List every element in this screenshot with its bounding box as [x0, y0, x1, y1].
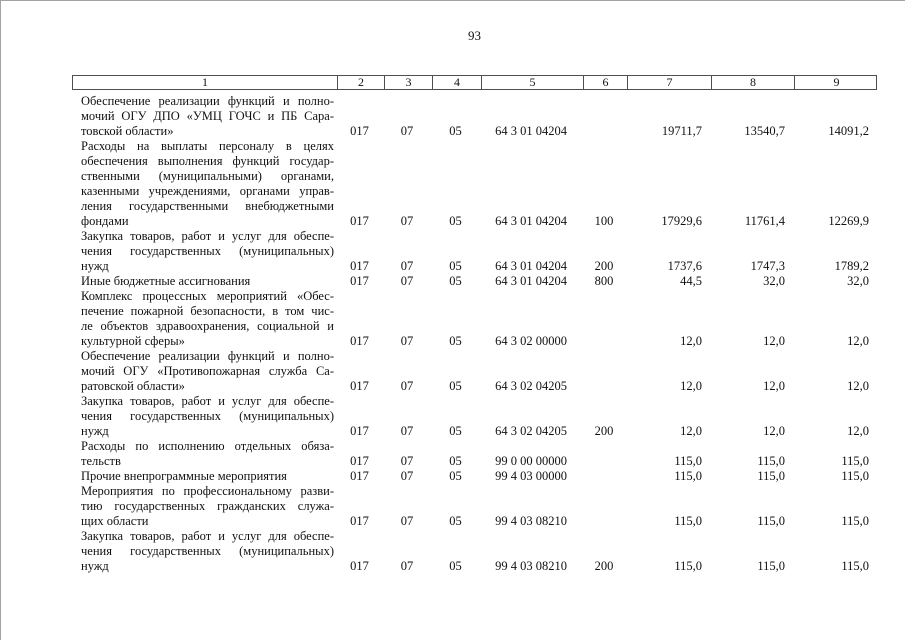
row-label-line: ратовской области» — [81, 379, 185, 393]
row-cell-4: 05 — [449, 424, 462, 438]
row-cell-8: 115,0 — [757, 514, 785, 528]
table-row — [72, 484, 877, 529]
row-cell-4: 05 — [449, 124, 462, 138]
row-label-line: ственными (муниципальными) органами, — [81, 169, 334, 183]
table-row — [72, 229, 877, 274]
row-cell-8: 1747,3 — [750, 259, 785, 273]
header-cell-9: 9 — [794, 76, 878, 89]
row-label-line: тию государственных гражданских служа- — [81, 499, 334, 513]
row-label-line: товской области» — [81, 124, 174, 138]
row-label-line: чения государственных (муниципальных) — [81, 544, 334, 558]
header-cell-3: 3 — [384, 76, 432, 89]
row-label — [72, 439, 336, 469]
row-cell-9: 115,0 — [841, 514, 869, 528]
row-cell-5: 64 3 02 04205 — [495, 424, 567, 438]
row-cell-5: 99 4 03 08210 — [495, 514, 567, 528]
row-label — [72, 484, 336, 529]
row-cell-2: 017 — [350, 379, 369, 393]
row-cell-9: 1789,2 — [834, 259, 869, 273]
row-label-line: нужд — [81, 424, 109, 438]
row-cell-7: 115,0 — [674, 454, 702, 468]
page-number: 93 — [468, 28, 481, 43]
row-cell-3: 07 — [400, 334, 414, 348]
header-cell-2: 2 — [337, 76, 384, 89]
header-cell-1: 1 — [202, 75, 208, 89]
row-cell-3: 07 — [400, 274, 414, 288]
row-label-line: мочий ОГУ «Противопожарная служба Са- — [81, 364, 334, 378]
page-edge-top — [0, 0, 905, 1]
row-cell-3: 07 — [400, 379, 414, 393]
row-cell-2: 017 — [350, 124, 369, 138]
row-cell-8: 12,0 — [763, 424, 785, 438]
row-cell-8: 115,0 — [757, 454, 785, 468]
row-cell-5: 64 3 01 04204 — [495, 274, 567, 288]
row-label — [72, 139, 336, 229]
row-cell-6: 200 — [594, 259, 614, 273]
row-label — [72, 394, 336, 439]
row-cell-8: 13540,7 — [744, 124, 785, 138]
row-cell-7: 1737,6 — [667, 259, 702, 273]
row-cell-8: 12,0 — [763, 334, 785, 348]
row-cell-8: 32,0 — [763, 274, 785, 288]
row-cell-5: 64 3 01 04204 — [495, 214, 567, 228]
row-cell-3: 07 — [400, 124, 414, 138]
row-label-line: обеспечения выполнения функций государ- — [81, 154, 334, 168]
table-row — [72, 394, 877, 439]
table-row — [72, 469, 877, 484]
row-cell-3: 07 — [400, 454, 414, 468]
row-cell-5: 64 3 02 04205 — [495, 379, 567, 393]
header-cell-4: 4 — [432, 76, 481, 89]
row-label-line: мочий ОГУ ДПО «УМЦ ГОЧС и ПБ Сара- — [81, 109, 334, 123]
row-cell-7: 12,0 — [680, 379, 702, 393]
row-cell-9: 115,0 — [841, 559, 869, 573]
row-cell-7: 12,0 — [680, 334, 702, 348]
row-label-line: Расходы на выплаты персоналу в целях — [81, 139, 334, 153]
row-label-line: нужд — [81, 259, 109, 273]
row-label-line: Иные бюджетные ассигнования — [81, 274, 251, 288]
row-cell-6: 200 — [594, 424, 614, 438]
row-cell-5: 99 0 00 00000 — [495, 454, 567, 468]
row-label — [72, 529, 336, 574]
row-label-line: Закупка товаров, работ и услуг для обеспе- — [81, 229, 334, 243]
row-cell-4: 05 — [449, 514, 462, 528]
row-label — [72, 94, 336, 139]
row-cell-2: 017 — [350, 514, 369, 528]
row-label-line: Расходы по исполнению отдельных обяза- — [81, 439, 334, 453]
budget-table — [72, 75, 877, 574]
row-cell-4: 05 — [449, 274, 462, 288]
table-row — [72, 349, 877, 394]
row-cell-2: 017 — [350, 334, 369, 348]
row-label-line: тельств — [81, 454, 121, 468]
header-cell-5: 5 — [481, 76, 583, 89]
row-label-line: Обеспечение реализации функций и полно- — [81, 349, 334, 363]
row-cell-5: 64 3 01 04204 — [495, 124, 567, 138]
row-cell-6: 800 — [594, 274, 614, 288]
table-header — [72, 75, 877, 90]
row-label-line: щих области — [81, 514, 149, 528]
table-row — [72, 139, 877, 229]
row-cell-9: 12269,9 — [828, 214, 869, 228]
row-label-line: печение пожарной безопасности, в том чис- — [81, 304, 334, 318]
row-label-line: Комплекс процессных мероприятий «Обес- — [81, 289, 334, 303]
row-label-line: фондами — [81, 214, 129, 228]
table-body — [72, 94, 877, 574]
row-cell-5: 64 3 01 04204 — [495, 259, 567, 273]
row-cell-3: 07 — [400, 559, 414, 573]
row-cell-4: 05 — [449, 454, 462, 468]
row-cell-7: 115,0 — [674, 559, 702, 573]
table-row — [72, 289, 877, 349]
row-label-line: чения государственных (муниципальных) — [81, 409, 334, 423]
row-label — [72, 229, 336, 274]
row-label-line: Мероприятия по профессиональному разви- — [81, 484, 334, 498]
row-cell-9: 115,0 — [841, 454, 869, 468]
row-cell-2: 017 — [350, 214, 369, 228]
row-cell-7: 12,0 — [680, 424, 702, 438]
row-cell-2: 017 — [350, 424, 369, 438]
row-cell-2: 017 — [350, 274, 369, 288]
header-cell-8: 8 — [711, 76, 794, 89]
row-cell-7: 115,0 — [674, 469, 702, 483]
table-row — [72, 94, 877, 139]
row-label-line: Закупка товаров, работ и услуг для обеспе- — [81, 529, 334, 543]
row-cell-7: 115,0 — [674, 514, 702, 528]
row-cell-6: 100 — [594, 214, 614, 228]
row-label-line: культурной сферы» — [81, 334, 185, 348]
row-label-line: нужд — [81, 559, 109, 573]
header-cell-7: 7 — [627, 76, 711, 89]
row-cell-4: 05 — [449, 334, 462, 348]
table-row — [72, 439, 877, 469]
row-cell-4: 05 — [449, 259, 462, 273]
table-row — [72, 529, 877, 574]
row-cell-9: 12,0 — [847, 424, 869, 438]
row-cell-5: 99 4 03 08210 — [495, 559, 567, 573]
row-cell-9: 115,0 — [841, 469, 869, 483]
row-cell-8: 115,0 — [757, 469, 785, 483]
row-cell-4: 05 — [449, 469, 462, 483]
row-cell-3: 07 — [400, 424, 414, 438]
row-label-line: ле объектов здравоохранения, социальной и — [81, 319, 334, 333]
row-cell-9: 12,0 — [847, 379, 869, 393]
row-cell-4: 05 — [449, 379, 462, 393]
row-cell-2: 017 — [350, 559, 369, 573]
row-cell-9: 12,0 — [847, 334, 869, 348]
row-label-line: чения государственных (муниципальных) — [81, 244, 334, 258]
row-cell-6: 200 — [594, 559, 614, 573]
row-cell-4: 05 — [449, 559, 462, 573]
row-cell-2: 017 — [350, 469, 369, 483]
row-cell-5: 64 3 02 00000 — [495, 334, 567, 348]
row-label-line: Закупка товаров, работ и услуг для обеспе- — [81, 394, 334, 408]
row-cell-7: 44,5 — [680, 274, 702, 288]
row-cell-8: 11761,4 — [744, 214, 785, 228]
row-cell-2: 017 — [350, 454, 369, 468]
row-label-line: ления государственными внебюджетными — [81, 199, 334, 213]
row-cell-4: 05 — [449, 214, 462, 228]
row-label — [72, 274, 336, 289]
row-cell-3: 07 — [400, 214, 414, 228]
row-cell-2: 017 — [350, 259, 369, 273]
row-label-line: Обеспечение реализации функций и полно- — [81, 94, 334, 108]
page-edge-left — [0, 0, 1, 640]
row-label — [72, 289, 336, 349]
row-cell-3: 07 — [400, 469, 414, 483]
header-cell-6: 6 — [583, 76, 627, 89]
row-cell-7: 19711,7 — [661, 124, 702, 138]
row-label-line: Прочие внепрограммные мероприятия — [81, 469, 287, 483]
row-cell-7: 17929,6 — [661, 214, 702, 228]
row-cell-3: 07 — [400, 514, 414, 528]
row-cell-8: 115,0 — [757, 559, 785, 573]
row-cell-9: 14091,2 — [828, 124, 869, 138]
row-label-line: казенными учреждениями, органами управ- — [81, 184, 334, 198]
row-cell-8: 12,0 — [763, 379, 785, 393]
row-cell-9: 32,0 — [847, 274, 869, 288]
row-label — [72, 349, 336, 394]
row-label — [72, 469, 336, 484]
row-cell-3: 07 — [400, 259, 414, 273]
row-cell-5: 99 4 03 00000 — [495, 469, 567, 483]
table-row — [72, 274, 877, 289]
